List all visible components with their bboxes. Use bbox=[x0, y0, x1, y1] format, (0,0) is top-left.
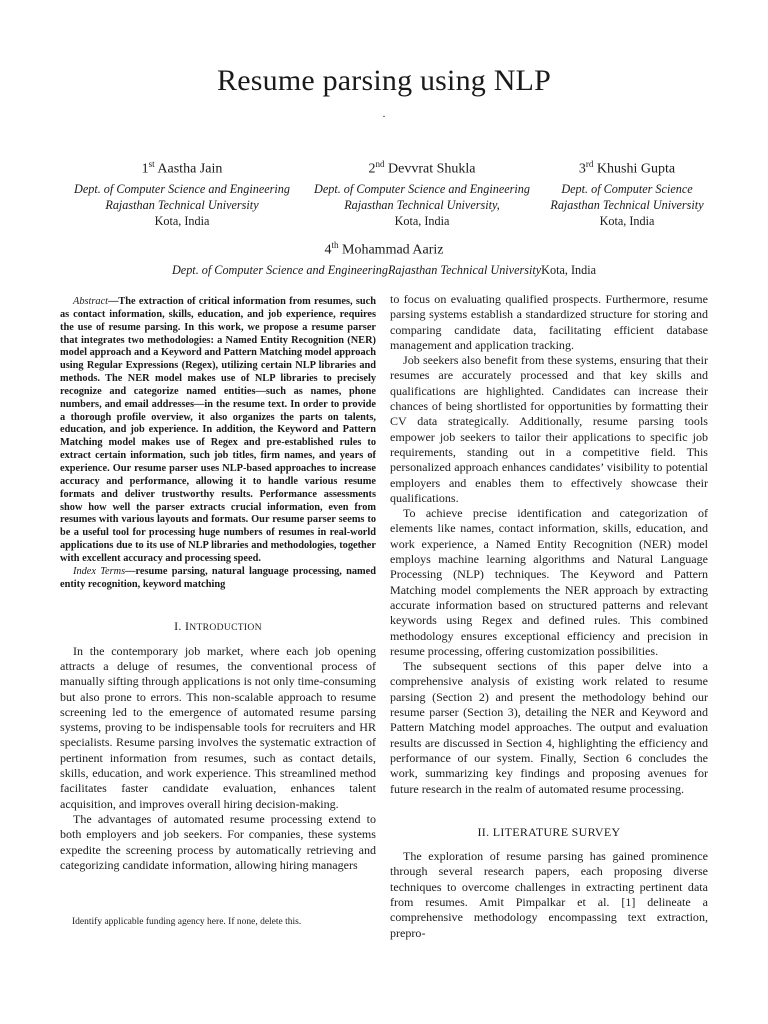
paragraph: In the contemporary job market, where each job opening attracts a deluge of resumes, the conventional process of manually sifting through applications is not only time-consuming but also prone to errors. This non-scalable approach to resume screening led to the emergence of automated resume parsing systems, proving to be indispensable tools for recruiters and HR specialists. Resume parsing involves the systematic extraction of pertinent information from resumes, such as contact details, skills, education, and work experience. This streamlined method facilitates faster candidate evaluation, enhances talent acquisition, and improves overall hiring decision-making. bbox=[60, 643, 376, 811]
paragraph: Job seekers also benefit from these systems, ensuring that their resumes are accurately processed and that key skills and qualifications are highlighted. Candidates can increase their chances of being shortlisted for opportunities by formatting their CV data strategically. Additionally, resume parsing tools empower job seekers to tailor their applications to specific job requirements, standing out in a competitive field. This personalized approach enhances candidates’ visibility to potential employers and enables them to effectively showcase their qualifications. bbox=[390, 353, 708, 505]
author-city: Kota, India bbox=[394, 213, 450, 228]
author-affiliation: Dept. of Computer Science and EngineeringRajasthan Technical UniversityKota, India bbox=[172, 262, 596, 277]
right-column bbox=[390, 292, 708, 941]
author-dept: Dept. of Computer Science and Engineering bbox=[314, 181, 530, 196]
index-terms: Index Terms—resume parsing, natural language processing, named entity recognition, keyword matching bbox=[60, 565, 376, 590]
author-dept: Dept. of Computer Science and Engineering bbox=[74, 181, 290, 196]
left-column bbox=[60, 296, 376, 873]
author-block-2 bbox=[304, 155, 540, 229]
author-block-4 bbox=[0, 236, 768, 278]
paragraph: To achieve precise identification and categorization of elements like names, contact information, skills, education, and work experience, a Named Entity Recognition (NER) model employs machine learning algorithms and Natural Language Processing (NLP) techniques. The Keyword and Pattern Matching model complements the NER approach by extracting accurate information based on structured patterns and relevant keywords using Regex and defined rules. This combined methodology ensures exceptional efficiency and precision in resume processing, offering customization possibilities. bbox=[390, 506, 708, 658]
paragraph: The advantages of automated resume processing extend to both employers and job seekers. For companies, these systems expedite the screening process by automatically retrieving and categorizing candidate information, allowing hiring managers bbox=[60, 811, 376, 872]
author-university: Rajasthan Technical University, bbox=[344, 197, 500, 212]
author-block-1 bbox=[64, 155, 300, 229]
paragraph: The subsequent sections of this paper delve into a comprehensive analysis of existing work related to resume parsing (Section 2) and present the methodology behind our resume parser (Section 3), detailing the NER and Keyword and Pattern Matching model approaches. The output and evaluation results are discussed in Section 4, highlighting the efficiency and performance of our system. Finally, Section 6 concludes the work, summarizing key findings and proposing avenues for future research in the realm of automated resume processing. bbox=[390, 659, 708, 796]
title-dot: . bbox=[382, 108, 386, 120]
author-university: Rajasthan Technical University bbox=[105, 197, 259, 212]
author-dept: Dept. of Computer Science bbox=[561, 181, 693, 196]
abstract-text: Abstract—The extraction of critical information from resumes, such as contact information, skills, education, and job experience, requires the use of resume parsing. In this work, we propose a resume parser that integrates two methodologies: a Named Entity Recognition (NER) model approach and a Keyword and Pattern Matching model approach using Regular Expressions (Regex), utilizing certain NLP libraries and methods. The NER model makes use of NLP libraries to precisely recognize and categorize named entities—such as names, phone numbers, and email addresses—in the resume text. In order to provide a thorough profile overview, it also organizes the parts on talents, education, and job experience. In addition, the Keyword and Pattern Matching model makes use of Regex and pre-established rules to extract certain information, such job titles, firm names, and years of experience. Our resume parser uses NLP-based approaches to increase accuracy and performance, allowing it to handle various resume formats and deliver trustworthy results. Performance assessments show how well the parser extracts crucial information, even from resumes with various layouts and formats. Our resume parser seems to be a useful tool for processing huge numbers of resumes in real-world applications due to its use of NLP libraries and methodologies, together with excellent accuracy and processing speed. bbox=[60, 296, 376, 564]
author-name: 2nd Devvrat Shukla bbox=[368, 159, 476, 177]
paragraph: The exploration of resume parsing has gained prominence through several research papers, each proposing diverse techniques to overcome challenges in extracting pertinent data from resumes. Amit Pimpalkar et al. [1] delineate a comprehensive methodology encompassing text extraction, prepro- bbox=[390, 849, 708, 940]
abstract bbox=[60, 296, 376, 591]
section-heading-literature-survey: II. LITERATURE SURVEY bbox=[477, 824, 621, 839]
paper-title: Resume parsing using NLP bbox=[217, 64, 551, 97]
section-heading-introduction: I. INTRODUCTION bbox=[174, 619, 262, 634]
author-block-3 bbox=[542, 155, 712, 229]
author-name: 1st Aastha Jain bbox=[141, 159, 223, 177]
author-name: 4th Mohammad Aariz bbox=[324, 240, 444, 258]
author-city: Kota, India bbox=[599, 213, 655, 228]
author-name: 3rd Khushi Gupta bbox=[578, 159, 676, 177]
author-university: Rajasthan Technical University bbox=[550, 197, 704, 212]
footnote: Identify applicable funding agency here. If none, delete this. bbox=[72, 917, 302, 927]
author-city: Kota, India bbox=[154, 213, 210, 228]
paragraph: to focus on evaluating qualified prospects. Furthermore, resume parsing systems establish a standardized structure for storing and comparing candidate data, facilitating efficient database management and application tracking. bbox=[390, 292, 708, 352]
